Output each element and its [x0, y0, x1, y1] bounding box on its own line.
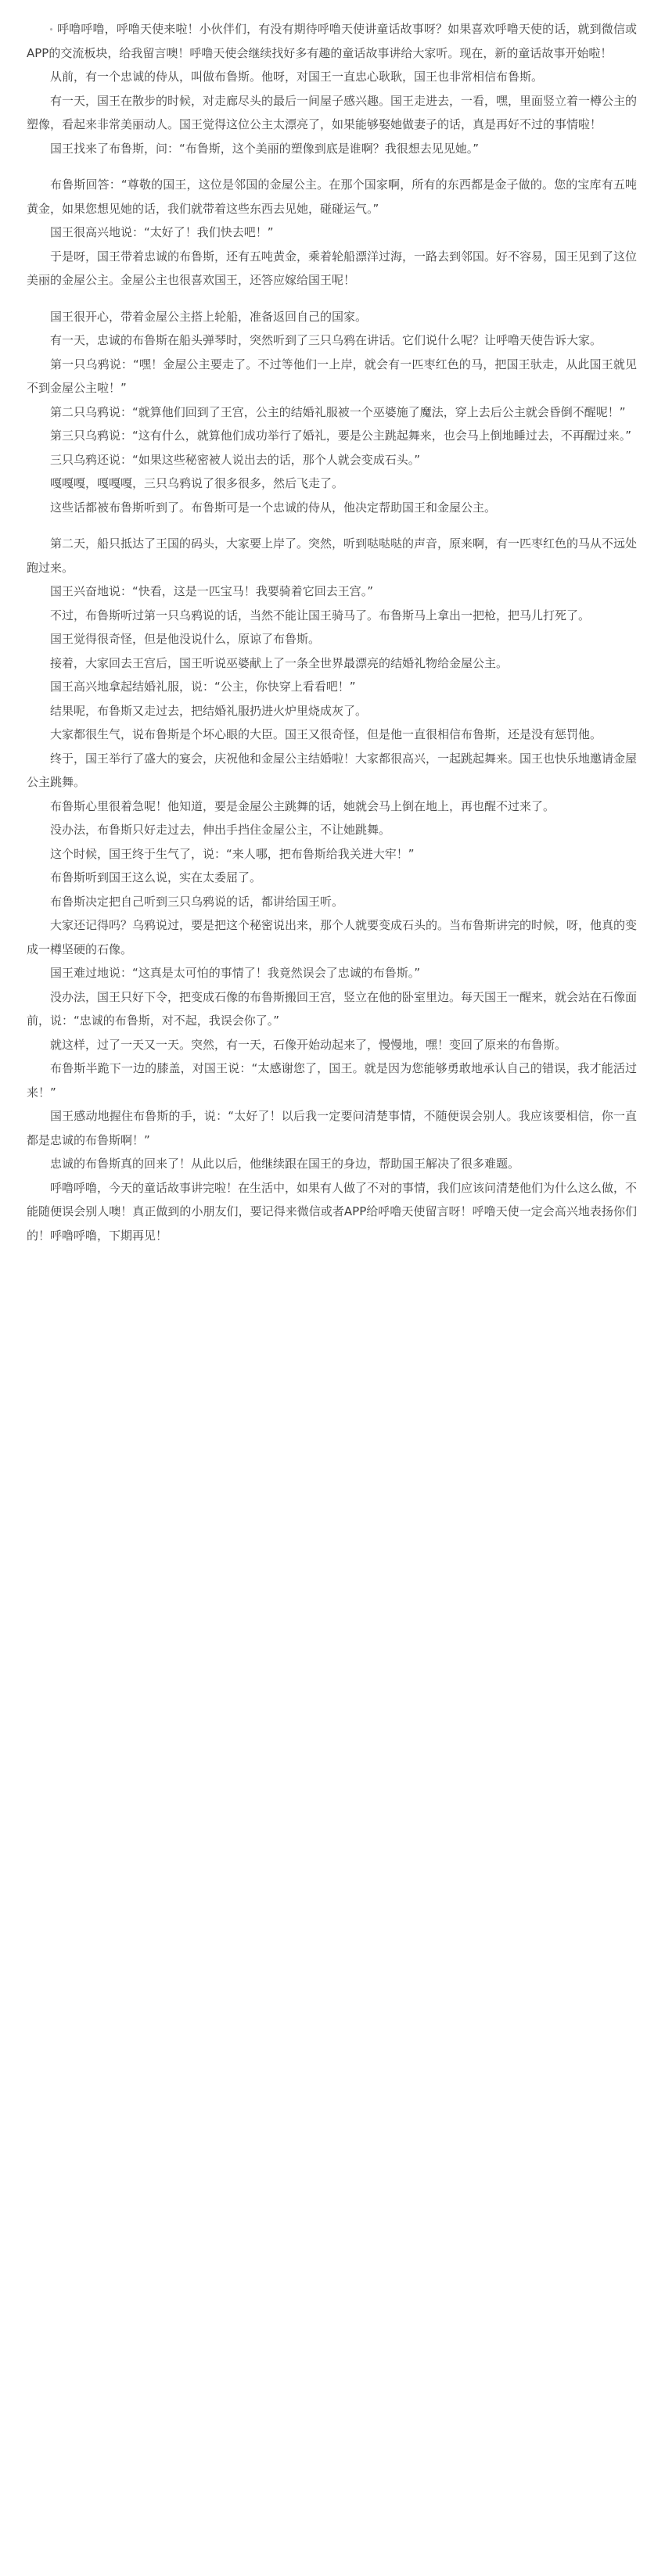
story-paragraph: 没办法，布鲁斯只好走过去，伸出手挡住金屋公主，不让她跳舞。	[50, 823, 391, 837]
story-paragraph: 有一天，国王在散步的时候，对走廊尽头的最后一间屋子感兴趣。国王走进去，一看，嘿，里面竖立着一樽公主的塑像，看起来非常美丽动人。国王觉得这位公主太漂亮了，如果能够娶她做妻子的话，真是再好不过的事情啦！	[27, 93, 638, 131]
story-paragraph: 国王觉得很奇怪，但是他没说什么，原谅了布鲁斯。	[50, 632, 321, 646]
story-paragraph: 布鲁斯决定把自己听到三只乌鸦说的话，都讲给国王听。	[50, 894, 344, 909]
story-paragraph: 第三只乌鸦说：“这有什么，就算他们成功举行了婚礼，要是公主跳起舞来，也会马上倒地睡过去，不再醒过来。”	[50, 429, 632, 443]
story-paragraph: 这个时候，国王终于生气了，说：“来人哪，把布鲁斯给我关进大牢！”	[50, 846, 415, 861]
story-paragraph: 接着，大家回去王宫后，国王听说巫婆献上了一条全世界最漂亮的结婚礼物给金屋公主。	[50, 655, 509, 670]
section-gap	[27, 519, 637, 532]
story-paragraph: 嘎嘎嘎，嘎嘎嘎，三只乌鸦说了很多很多，然后飞走了。	[50, 476, 344, 490]
story-paragraph: 终于，国王举行了盛大的宴会，庆祝他和金屋公主结婚啦！大家都很高兴，一起跳起舞来。国王也快乐地邀请金屋公主跳舞。	[27, 751, 638, 789]
story-paragraph: 没办法，国王只好下令，把变成石像的布鲁斯搬回王宫，竖立在他的卧室里边。每天国王一醒来，就会站在石像面前，说：“忠诚的布鲁斯，对不起，我误会你了。”	[27, 989, 638, 1028]
story-paragraph: 国王难过地说：“这真是太可怕的事情了！我竟然误会了忠诚的布鲁斯。”	[50, 966, 421, 980]
story-article	[0, 0, 665, 1247]
story-paragraph: 国王很高兴地说：“太好了！我们快去吧！”	[50, 225, 274, 239]
bullet-dot-icon	[50, 28, 52, 30]
story-paragraph: 布鲁斯心里很着急呢！他知道，要是金屋公主跳舞的话，她就会马上倒在地上，再也醒不过来了。	[50, 798, 555, 813]
story-intro: 呼噜呼噜，呼噜天使来啦！小伙伴们，有没有期待呼噜天使讲童话故事呀？如果喜欢呼噜天使的话，就到微信或APP的交流板块，给我留言噢！呼噜天使会继续找好多有趣的童话故事讲给大家听。现在，新的童话故事开始啦！	[27, 22, 637, 60]
story-paragraph: 这些话都被布鲁斯听到了。布鲁斯可是一个忠诚的侍从，他决定帮助国王和金屋公主。	[50, 500, 497, 515]
story-paragraph: 布鲁斯半跪下一边的膝盖，对国王说：“太感谢您了，国王。就是因为您能够勇敢地承认自己的错误，我才能活过来！”	[27, 1061, 637, 1100]
story-paragraph: 大家还记得吗？乌鸦说过，要是把这个秘密说出来，那个人就要变成石头的。当布鲁斯讲完的时候，呀，他真的变成一樽坚硬的石像。	[27, 918, 638, 956]
story-paragraph: 布鲁斯听到国王这么说，实在太委屈了。	[50, 870, 262, 884]
story-paragraph: 布鲁斯回答：“尊敬的国王，这位是邻国的金屋公主。在那个国家啊，所有的东西都是金子做的。您的宝库有五吨黄金，如果您想见她的话，我们就带着这些东西去见她，碰碰运气。”	[27, 178, 637, 216]
story-paragraph: 于是呀，国王带着忠诚的布鲁斯，还有五吨黄金，乘着轮船漂洋过海，一路去到邻国。好不容易，国王见到了这位美丽的金屋公主。金屋公主也很喜欢国王，还答应嫁给国王呢！	[27, 249, 638, 287]
section-gap	[27, 292, 637, 305]
story-paragraph: 第一只乌鸦说：“嘿！金屋公主要走了。不过等他们一上岸，就会有一匹枣红色的马，把国王驮走，从此国王就见不到金屋公主啦！”	[27, 357, 637, 395]
story-paragraph: 国王高兴地拿起结婚礼服，说：“公主，你快穿上看看吧！”	[50, 680, 356, 694]
story-paragraph: 国王找来了布鲁斯，问：“布鲁斯，这个美丽的塑像到底是谁啊？我很想去见见她。”	[50, 141, 480, 156]
story-paragraph: 忠诚的布鲁斯真的回来了！从此以后，他继续跟在国王的身边，帮助国王解决了很多难题。	[50, 1157, 520, 1171]
story-outro: 呼噜呼噜，今天的童话故事讲完啦！在生活中，如果有人做了不对的事情，我们应该问清楚他们为什么这么做，不能随便误会别人噢！真正做到的小朋友们，要记得来微信或者APP给呼噜天使留言呀！呼噜天使一定会高兴地表扬你们的！呼噜呼噜，下期再见！	[27, 1180, 638, 1243]
story-paragraph: 不过，布鲁斯听过第一只乌鸦说的话，当然不能让国王骑马了。布鲁斯马上拿出一把枪，把马儿打死了。	[50, 608, 591, 622]
story-paragraph: 第二天，船只抵达了王国的码头，大家要上岸了。突然，听到哒哒哒的声音，原来啊，有一匹枣红色的马从不远处跑过来。	[27, 536, 638, 575]
section-gap	[27, 160, 637, 173]
story-paragraph: 从前，有一个忠诚的侍从，叫做布鲁斯。他呀，对国王一直忠心耿耿，国王也非常相信布鲁斯。	[50, 70, 544, 84]
story-paragraph: 就这样，过了一天又一天。突然，有一天，石像开始动起来了，慢慢地，嘿！变回了原来的布鲁斯。	[50, 1037, 567, 1052]
story-paragraph: 有一天，忠诚的布鲁斯在船头弹琴时，突然听到了三只乌鸦在讲话。它们说什么呢？让呼噜天使告诉大家。	[50, 333, 602, 347]
story-paragraph: 第二只乌鸦说：“就算他们回到了王宫，公主的结婚礼服被一个巫婆施了魔法，穿上去后公主就会昏倒不醒呢！”	[50, 404, 626, 419]
story-paragraph: 国王感动地握住布鲁斯的手，说：“太好了！以后我一定要问清楚事情，不随便误会别人。我应该要相信，你一直都是忠诚的布鲁斯啊！”	[27, 1109, 637, 1147]
story-paragraph: 国王兴奋地说：“快看，这是一匹宝马！我要骑着它回去王宫。”	[50, 584, 374, 598]
story-paragraph: 结果呢，布鲁斯又走过去，把结婚礼服扔进火炉里烧成灰了。	[50, 703, 368, 718]
story-paragraph: 大家都很生气，说布鲁斯是个坏心眼的大臣。国王又很奇怪，但是他一直很相信布鲁斯，还是没有惩罚他。	[50, 727, 602, 741]
story-paragraph: 国王很开心，带着金屋公主搭上轮船，准备返回自己的国家。	[50, 309, 368, 324]
story-paragraph: 三只乌鸦还说：“如果这些秘密被人说出去的话，那个人就会变成石头。”	[50, 452, 421, 467]
